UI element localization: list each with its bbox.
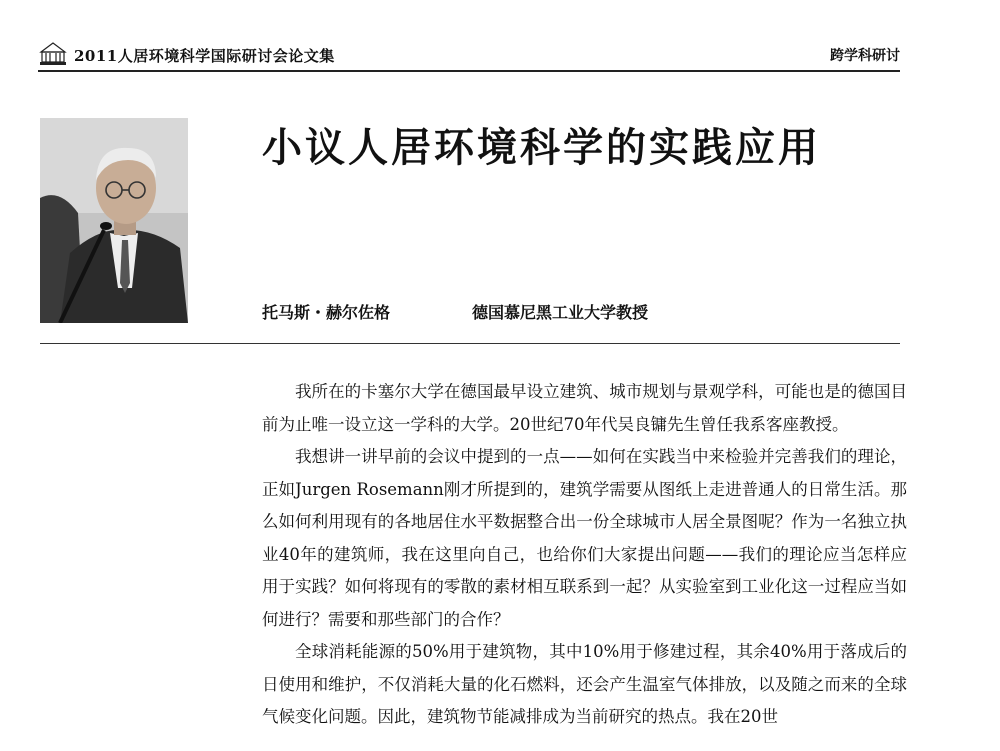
building-emblem-icon [38, 40, 68, 66]
author-name: 托马斯・赫尔佐格 [262, 303, 391, 322]
page-header [38, 40, 900, 70]
conference-title: 2011人居环境科学国际研讨会论文集 [74, 47, 335, 65]
author-affiliation: 德国慕尼黑工业大学教授 [472, 303, 649, 322]
byline-divider [40, 343, 900, 344]
body-paragraph: 我所在的卡塞尔大学在德国最早设立建筑、城市规划与景观学科，可能也是的德国目前为止唯一设立这一学科的大学。20世纪70年代吴良镛先生曾任我系客座教授。 [262, 382, 907, 434]
article-title: 小议人居环境科学的实践应用 [262, 125, 821, 171]
section-label: 跨学科研讨 [830, 48, 900, 64]
article-body [262, 376, 907, 734]
body-paragraph: 全球消耗能源的50%用于建筑物，其中10%用于修建过程，其余40%用于落成后的日使用和维护，不仅消耗大量的化石燃料，还会产生温室气体排放，以及随之而来的全球气候变化问题。因此，建筑物节能减排成为当前研究的热点。我在20世 [262, 642, 907, 726]
body-paragraph: 我想讲一讲早前的会议中提到的一点——如何在实践当中来检验并完善我们的理论，正如Jurgen Rosemann刚才所提到的，建筑学需要从图纸上走进普通人的日常生活。那么如何利用现有的各地居住水平数据整合出一份全球城市人居全景图呢？作为一名独立执业40年的建筑师，我在这里向自己，也给你们大家提出问题——我们的理论应当怎样应用于实践？如何将现有的零散的素材相互联系到一起？从实验室到工业化这一过程应当如何进行？需要和那些部门的合作？ [262, 447, 907, 629]
header-divider [38, 70, 900, 72]
author-portrait [40, 118, 188, 323]
